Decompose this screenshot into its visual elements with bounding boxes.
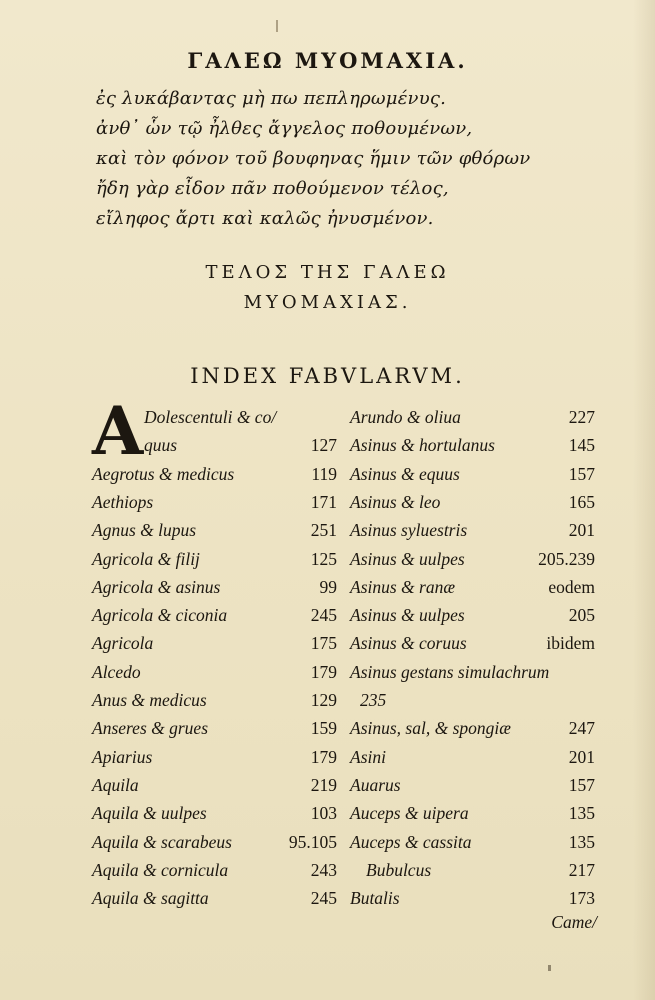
drop-capital: A (92, 392, 144, 470)
index-entry-label: Agricola & asinus (92, 577, 221, 597)
colophon-line: ΤΕΛΟΣ ΤΗΣ ΓΑΛΕΩ (205, 262, 450, 283)
index-entry-page: 125 (310, 549, 337, 569)
index-entry-page: 179 (310, 747, 337, 767)
index-entry-page: 173 (568, 888, 595, 908)
greek-line: ἤδη γὰρ εἶδον πᾶν ποθούμενον τέλος, (96, 178, 449, 199)
index-entry-label: Auceps & cassita (350, 832, 472, 852)
index-entry-label: Butalis (350, 888, 400, 908)
index-entry-label: Aquila & uulpes (92, 803, 207, 823)
greek-line: εἴληφος ἄρτι καὶ καλῶς ἠνυσμένον. (96, 208, 434, 229)
index-entry-page: 119 (311, 464, 337, 484)
index-entry-page: 227 (568, 407, 595, 427)
print-mark (276, 20, 278, 32)
index-entry-page: 127 (310, 435, 337, 455)
index-entry-page: 159 (310, 718, 337, 738)
index-entry-page: 245 (310, 888, 337, 908)
index-entry-label: Auceps & uipera (350, 803, 469, 823)
index-entry-label: 235 (360, 690, 387, 710)
index-entry-label: Arundo & oliua (350, 407, 461, 427)
index-entry-label: Aethiops (92, 492, 154, 512)
index-entry-page: 175 (310, 633, 337, 653)
index-entry-page: eodem (548, 577, 595, 597)
index-entry-page: 95.105 (288, 832, 337, 852)
index-entry-page: 219 (310, 775, 337, 795)
index-entry-label: Asinus, sal, & spongiæ (350, 718, 511, 738)
index-entry-label: Asinus gestans simulachrum (350, 662, 550, 682)
index-entry-page: 251 (310, 520, 337, 540)
page-edge-shadow (633, 0, 655, 1000)
index-entry-page: 205.239 (538, 549, 595, 569)
index-entry-label: Auarus (350, 775, 401, 795)
greek-line: ἀνθ᾽ ὧν τῷ ἦλθες ἄγγελος ποθουμένων, (96, 118, 473, 139)
index-entry-label: Agnus & lupus (92, 520, 197, 540)
catchword: Came/ (551, 912, 597, 932)
index-entry-label: Apiarius (92, 747, 153, 767)
index-entry-label: Alcedo (92, 662, 141, 682)
index-entry-page: 135 (568, 832, 595, 852)
index-entry-page: ibidem (546, 633, 595, 653)
index-entry-label: Bubulcus (366, 860, 432, 880)
index-entry-page: 201 (568, 520, 595, 540)
index-entry-label: Agricola (92, 633, 154, 653)
index-entry-label: Asinus & ranæ (350, 577, 456, 597)
index-entry-label: Asini (350, 747, 386, 767)
index-entry-label: Aquila (92, 775, 139, 795)
greek-line: καὶ τὸν φόνον τοῦ βουφηνας ἥμιν τῶν φθόρων (96, 148, 531, 169)
index-entry-page: 245 (310, 605, 337, 625)
running-head: ΓΑΛΕΩ ΜΥΟΜΑΧΙΑ. (187, 48, 468, 73)
index-entry-page: 205 (568, 605, 595, 625)
index-entry-page: 135 (568, 803, 595, 823)
index-entry-label: Agricola & filij (92, 549, 200, 569)
index-entry-page: 171 (310, 492, 337, 512)
index-entry-page: 247 (568, 718, 595, 738)
index-entry-page: 201 (568, 747, 595, 767)
index-entry-page: 157 (568, 775, 595, 795)
greek-verse (96, 84, 596, 234)
index-entry-label: Anseres & grues (92, 718, 209, 738)
index-entry-label: Aquila & sagitta (92, 888, 209, 908)
greek-line: ἐς λυκάβαντας μὴ πω πεπληρωμένυς. (96, 88, 447, 109)
index-entry-label: Anus & medicus (92, 690, 207, 710)
index-entry-page: 99 (319, 577, 337, 597)
colophon-line: ΜΥΟΜΑΧΙΑΣ. (243, 292, 412, 313)
index-entry-label: Asinus & leo (350, 492, 441, 512)
index-entry-page: 145 (568, 435, 595, 455)
index-entry-label: Asinus syluestris (350, 520, 468, 540)
index-entry-label: Asinus & equus (350, 464, 460, 484)
index-entry-page: 217 (568, 860, 595, 880)
index-entry-page: 129 (310, 690, 337, 710)
index-entry-label: Asinus & coruus (350, 633, 467, 653)
index-entry-page: 243 (310, 860, 337, 880)
index-entry-label: Dolescentuli & co/ (144, 407, 277, 427)
index-entry-label: Asinus & hortulanus (350, 435, 495, 455)
index-entry-label: Asinus & uulpes (350, 549, 465, 569)
ink-spot (548, 965, 551, 971)
index-entry-page: 165 (568, 492, 595, 512)
index-entry-page: 179 (310, 662, 337, 682)
colophon (0, 258, 655, 318)
index-entry-label: Agricola & ciconia (92, 605, 228, 625)
index-entry-page: 103 (310, 803, 337, 823)
index-entry-page: 157 (568, 464, 595, 484)
index-title: INDEX FABVLARVM. (190, 364, 465, 388)
index-entry-label: Asinus & uulpes (350, 605, 465, 625)
index-entry-label: Aquila & scarabeus (92, 832, 232, 852)
index-entry-label: quus (144, 435, 178, 455)
index-entry-label: Aquila & cornicula (92, 860, 229, 880)
index-entry-label: Aegrotus & medicus (92, 464, 235, 484)
